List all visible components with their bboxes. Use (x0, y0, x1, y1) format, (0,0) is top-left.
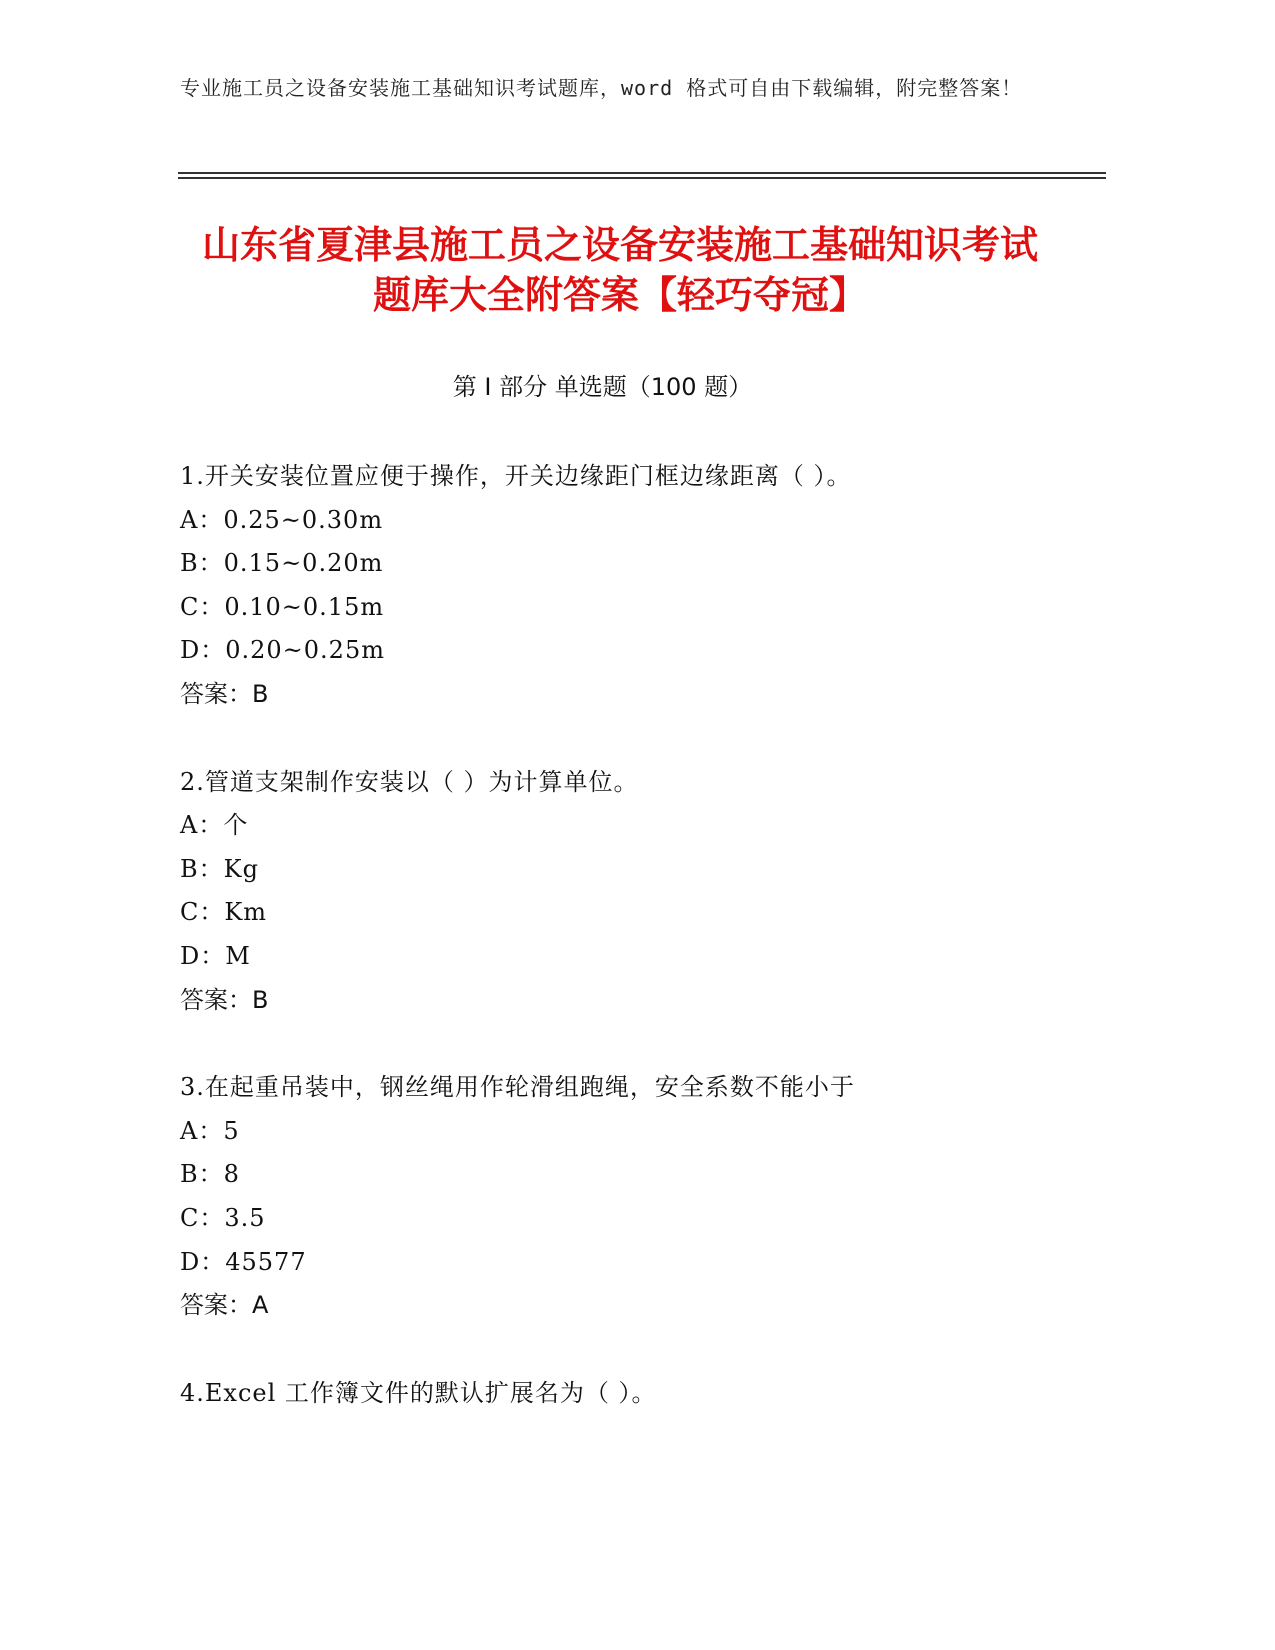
answer-line: 答案：B (180, 985, 269, 1014)
option-c: C：Km (180, 898, 268, 927)
header-note: 专业施工员之设备安装施工基础知识考试题库，word 格式可自由下载编辑，附完整答案！ (180, 76, 1023, 100)
question-stem: 3.在起重吊装中，钢丝绳用作轮滑组跑绳，安全系数不能小于 (180, 1073, 855, 1102)
option-b: B：8 (180, 1160, 240, 1189)
question-stem: 1.开关安装位置应便于操作，开关边缘距门框边缘距离（ ）。 (180, 462, 852, 490)
header-divider-top (178, 172, 1106, 174)
header-divider-bottom (178, 177, 1106, 179)
question-item (180, 1066, 1100, 1328)
option-c: C：3.5 (180, 1203, 266, 1232)
question-item (180, 761, 1100, 1023)
section-heading: 第 I 部分 单选题（100 题） (452, 373, 753, 401)
answer-line: 答案：B (180, 679, 269, 708)
option-b: B：Kg (180, 854, 259, 883)
document-title: 山东省夏津县施工员之设备安装施工基础知识考试题库大全附答案【轻巧夺冠】 (201, 223, 1038, 317)
option-d: D：45577 (180, 1247, 307, 1276)
option-c: C：0.10~0.15m (180, 592, 385, 621)
option-d: D：0.20~0.25m (180, 636, 385, 665)
option-a: A：个 (180, 811, 249, 840)
question-item (180, 455, 1100, 717)
option-a: A：5 (180, 1116, 240, 1145)
question-stem: 4.Excel 工作簿文件的默认扩展名为（ ）。 (180, 1378, 657, 1407)
option-b: B：0.15~0.20m (180, 549, 384, 578)
question-list (180, 455, 1100, 1459)
option-d: D：M (180, 941, 251, 970)
answer-line: 答案：A (180, 1291, 269, 1320)
question-item (180, 1372, 1100, 1416)
option-a: A：0.25~0.30m (180, 505, 384, 534)
question-stem: 2.管道支架制作安装以（ ）为计算单位。 (180, 767, 639, 796)
